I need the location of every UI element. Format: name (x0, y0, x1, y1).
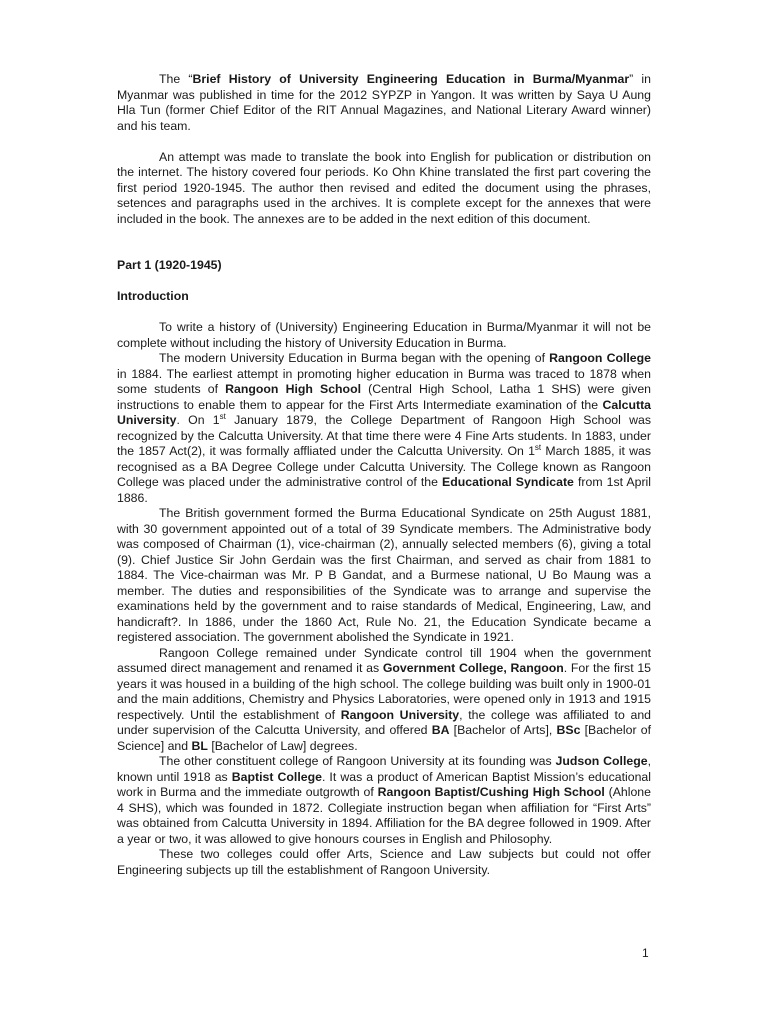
part-heading: Part 1 (1920-1945) (117, 258, 222, 272)
intro-paragraph-2: An attempt was made to translate the book into English for publication or distribution on the internet. The history covered four periods. Ko Ohn Khine translated the first part covering the first period 1920-1945. The author then revised and edited the document using the phrases, setences and paragraphs used in the archives. It is complete except for the annexes that were included in the book. The annexes are to be added in the next edition of this document. (117, 149, 651, 226)
body-paragraph-1: To write a history of (University) Engineering Education in Burma/Myanmar it will not be complete without including the history of University Education in Burma. (117, 320, 651, 350)
document-page (117, 72, 651, 878)
body-paragraph-4: Rangoon College remained under Syndicate control till 1904 when the government assumed direct management and renamed it as Government College, Rangoon. For the first 15 years it was housed in a building of the high school. The college building was built only in 1900-01 and the main additions, Chemistry and Physics Laboratories, were opened only in 1913 and 1915 respectively. Until the establishment of Rangoon University, the college was affiliated to and under supervision of the Calcutta University, and offered BA [Bachelor of Arts], BSc [Bachelor of Science] and BL [Bachelor of Law] degrees. (117, 645, 652, 753)
body-paragraph-2: The modern University Education in Burma began with the opening of Rangoon College in 1884. The earliest attempt in promoting higher education in Burma was traced to 1878 when some students of Rangoon High School (Central High School, Latha 1 SHS) were given instructions to enable them to appear for the First Arts Intermediate examination of the Calcutta University. On 1st January 1879, the College Department of Rangoon High School was recognized by the Calcutta University. At that time there were 4 Fine Arts students. In 1883, under the 1857 Act(2), it was formally affliated under the Calcutta University. On 1st March 1885, it was recognised as a BA Degree College under Calcutta University. The College known as Rangoon College was placed under the administrative control of the Educational Syndicate from 1st April 1886. (117, 351, 652, 505)
page-number: 1 (642, 946, 649, 960)
book-title: Brief History of University Engineering Education in Burma/Myanmar (192, 72, 630, 86)
body-paragraph-3: The British government formed the Burma Educational Syndicate on 25th August 1881, with 30 government appointed out of a total of 39 Syndicate members. The Administrative body was composed of Chairman (1), vice-chairman (2), annually selected members (6), giving a total (9). Chief Justice Sir John Gerdain was the first Chairman, and served as chair from 1881 to 1884. The Vice-chairman was Mr. P B Gandat, and a Burmese national, U Bo Maung was a member. The duties and responsibilities of the Syndicate was to arrange and supervise the examinations held by the government and to raise standards of Medical, Engineering, Law, and handicraft?. In 1886, under the 1860 Act, Rule No. 21, the Education Syndicate became a registered association. The government abolished the Syndicate in 1921. (117, 506, 651, 644)
body-paragraph-6: These two colleges could offer Arts, Science and Law subjects but could not offer Engineering subjects up till the establishment of Rangoon University. (117, 847, 651, 877)
intro-paragraph-1: The “Brief History of University Engineering Education in Burma/Myanmar” in Myanmar was published in time for the 2012 SYPZP in Yangon. It was written by Saya U Aung Hla Tun (former Chief Editor of the RIT Annual Magazines, and National Literary Award winner) and his team. (117, 72, 651, 133)
section-heading: Introduction (117, 289, 189, 303)
body-paragraph-5: The other constituent college of Rangoon University at its founding was Judson College, known until 1918 as Baptist College. It was a product of American Baptist Mission’s educational work in Burma and the immediate outgrowth of Rangoon Baptist/Cushing High School (Ahlone 4 SHS), which was founded in 1872. Collegiate instruction began when affiliation for “First Arts” was obtained from Calcutta University in 1894. Affiliation for the BA degree followed in 1909. After a year or two, it was allowed to give honours courses in English and Philosophy. (117, 754, 651, 846)
